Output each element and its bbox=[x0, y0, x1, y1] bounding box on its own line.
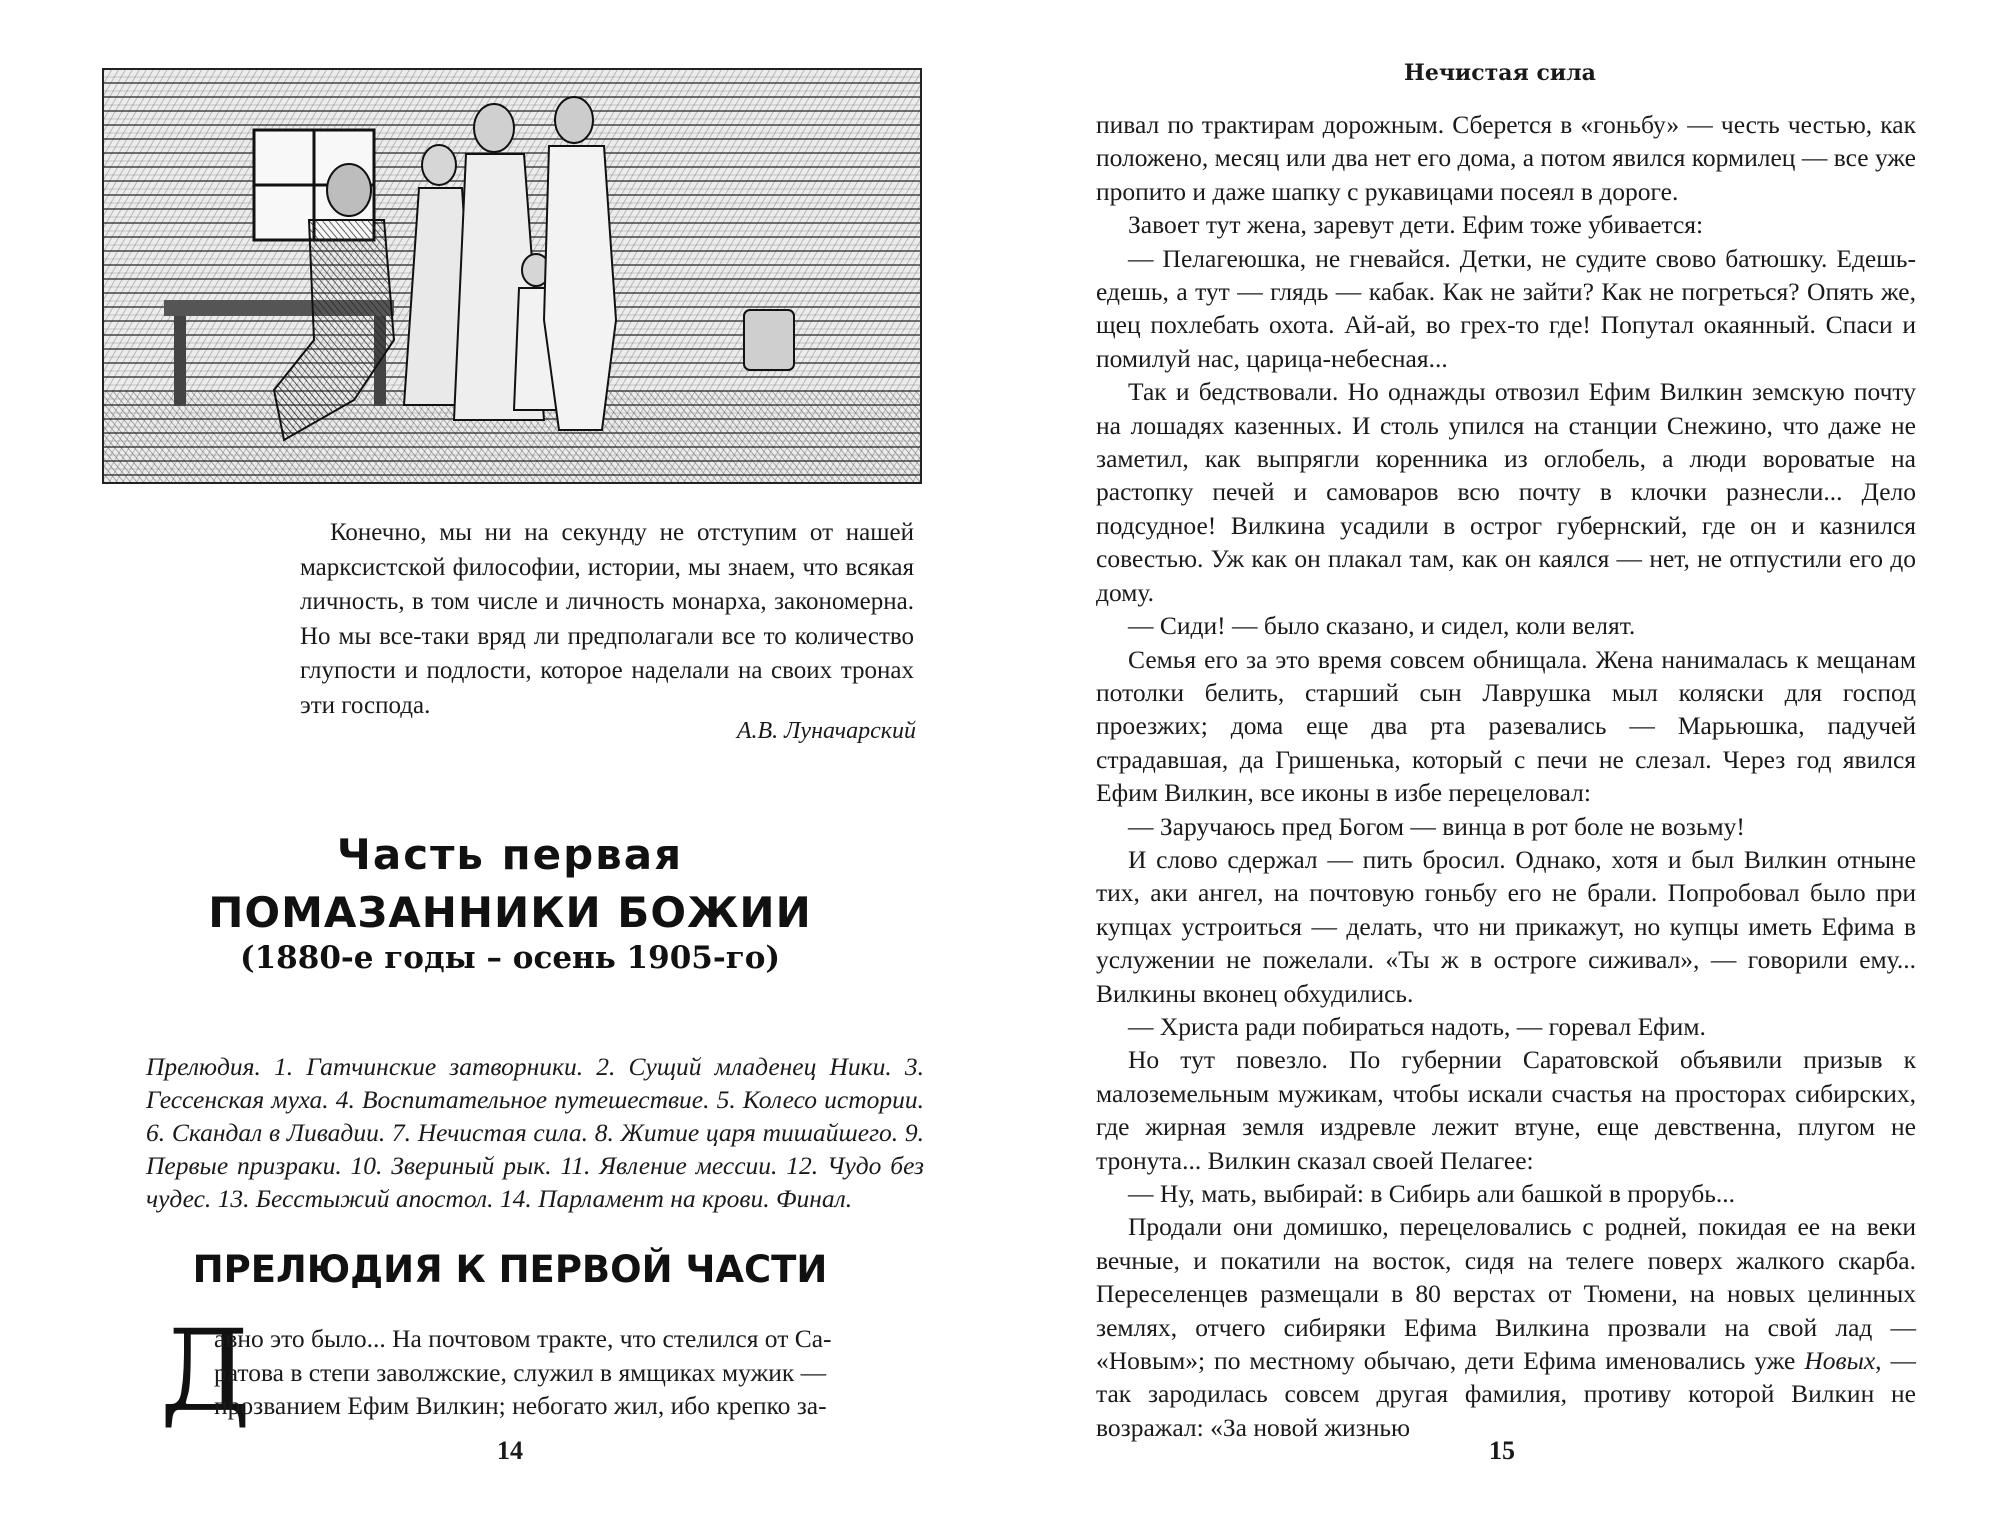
paragraph-part: — так зародилась совсем другая фамилия, противу которой Вилкин не возражал: «За новой жизнью bbox=[1096, 1346, 1917, 1442]
paragraph: — Пелагеюшка, не гневайся. Детки, не судите свово батюшку. Едешь-едешь, а тут — глядь — кабак. Как не зайти? Как не погреться? Опять же, щец похлебать охота. Ай-ай, во грех-то где! Попутал окаянный. Спаси и помилуй нас, царица-небесная... bbox=[1096, 243, 1916, 373]
paragraph: Завоет тут жена, заревут дети. Ефим тоже убивается: bbox=[1128, 210, 1704, 240]
part-contents: Прелюдия. 1. Гатчинские затворники. 2. Сущий младенец Ники. 3. Гессенская муха. 4. Воспитательное путешествие. 5. Колесо истории. 6. Скандал в Ливадии. 7. Нечистая сила. 8. Житие царя тишайшего. 9. Первые призраки. 10. Звериный рык. 11. Явление мессии. 12. Чудо без чудес. 13. Бесстыжий апостол. 14. Парламент на крови. Финал. bbox=[146, 1052, 924, 1213]
paragraph: — Ну, мать, выбирай: в Сибирь али башкой в прорубь... bbox=[1128, 1179, 1735, 1208]
page-number: 15 bbox=[1489, 1436, 1515, 1465]
engraving-illustration bbox=[104, 70, 920, 482]
illustration bbox=[102, 68, 922, 484]
prelude-text bbox=[146, 1322, 924, 1423]
epigraph-text: Конечно, мы ни на секунду не отступим от нашей марксистской философии, истории, мы знаем, что всякая личность, в том числе и личность монарха, закономерна. Но мы все-таки вряд ли предполагали все то количество глупости и подлости, которое наделали на своих тронах эти господа. bbox=[300, 519, 914, 719]
paragraph-part: Продали они домишко, перецеловались с родней, покидая ее на веки вечные, и покатили на восток, сидя на телеге поверх жалкого скарба. Переселенцев размещали в 80 верстах от Тюмени, на новых целинных землях, отчего сибиряки Ефима Вилкина прозвали на свой лад — «Новым»; по местному обычаю, дети Ефима именовались уже bbox=[1096, 1212, 1916, 1376]
paragraph: — Христа ради побираться надоть, — горевал Ефим. bbox=[1128, 1011, 1706, 1041]
paragraph: пивал по трактирам дорожным. Сберется в «гоньбу» — честь честью, как положено, месяц или два нет его дома, а потом явился кормилец — все уже пропито и даже шапку с рукавицами посеял в дороге. bbox=[1096, 110, 1916, 206]
right-page bbox=[1000, 0, 2000, 1516]
paragraph: Но тут повезло. По губернии Саратовской объявили призыв к малоземельным мужикам, чтобы искали счастья на просторах сибирских, где жирная земля издревле лежит втуне, еще девственна, плугом не тронута... Вилкин сказал своей Пелагее: bbox=[1096, 1045, 1916, 1175]
prelude-title: ПРЕЛЮДИЯ К ПЕРВОЙ ЧАСТИ bbox=[192, 1248, 828, 1291]
paragraph: — Заручаюсь пред Богом — винца в рот боле не возьму! bbox=[1128, 811, 1745, 841]
paragraph bbox=[1096, 1210, 1916, 1444]
italic-surname: Новых, bbox=[1804, 1346, 1882, 1376]
part-title: ПОМАЗАННИКИ БОЖИИ bbox=[208, 888, 812, 937]
prelude-line: ратова в степи заволжские, служил в ямщиках мужик — bbox=[214, 1357, 827, 1387]
running-head: Нечистая сила bbox=[1404, 60, 1596, 86]
body-text bbox=[1096, 108, 1916, 1444]
drop-cap: Д bbox=[160, 1307, 252, 1437]
part-label: Часть первая bbox=[336, 830, 684, 879]
paragraph: Так и бедствовали. Но однажды отвозил Ефим Вилкин земскую почту на лошадях казенных. И столь упился на станции Снежино, что даже не заметил, как выпрягли коренника из оглобель, а люди вороватые на растопку печей и самоваров всю почту в клочки разнесли... Дело подсудное! Вилкина усадили в острог губернский, где он и казнился совестью. Уж как он плакал там, как он каялся — нет, не отпустили его до дому. bbox=[1096, 377, 1916, 607]
part-years: (1880-е годы – осень 1905-го) bbox=[239, 940, 781, 976]
prelude-line: авно это было... На почтовом тракте, что стелился от Са- bbox=[214, 1324, 832, 1353]
epigraph-author: А.В. Луначарский bbox=[736, 718, 916, 744]
paragraph: И слово сдержал — пить бросил. Однако, хотя и был Вилкин отныне тих, аки ангел, на почтовую гоньбу его не брали. Попробовал было при купцах устроиться — делать, что ни прикажут, но купцы иметь Ефима в услужении не пожелали. «Ты ж в остроге сиживал», — говорили ему... Вилкины вконец обхудились. bbox=[1096, 844, 1916, 1008]
page-number: 14 bbox=[497, 1436, 523, 1465]
paragraph: — Сиди! — было сказано, и сидел, коли велят. bbox=[1128, 611, 1636, 641]
paragraph: Семья его за это время совсем обнищала. Жена нанималась к мещанам потолки белить, старший сын Лаврушка мыл коляски для господ проезжих; дома еще два рта разевались — Марьюшка, падучей страдавшая, да Гришенька, который с печи не слезал. Через год явился Ефим Вилкин, все иконы в избе перецеловал: bbox=[1096, 644, 1916, 808]
prelude-line: прозванием Ефим Вилкин; небогато жил, ибо крепко за- bbox=[214, 1391, 827, 1420]
